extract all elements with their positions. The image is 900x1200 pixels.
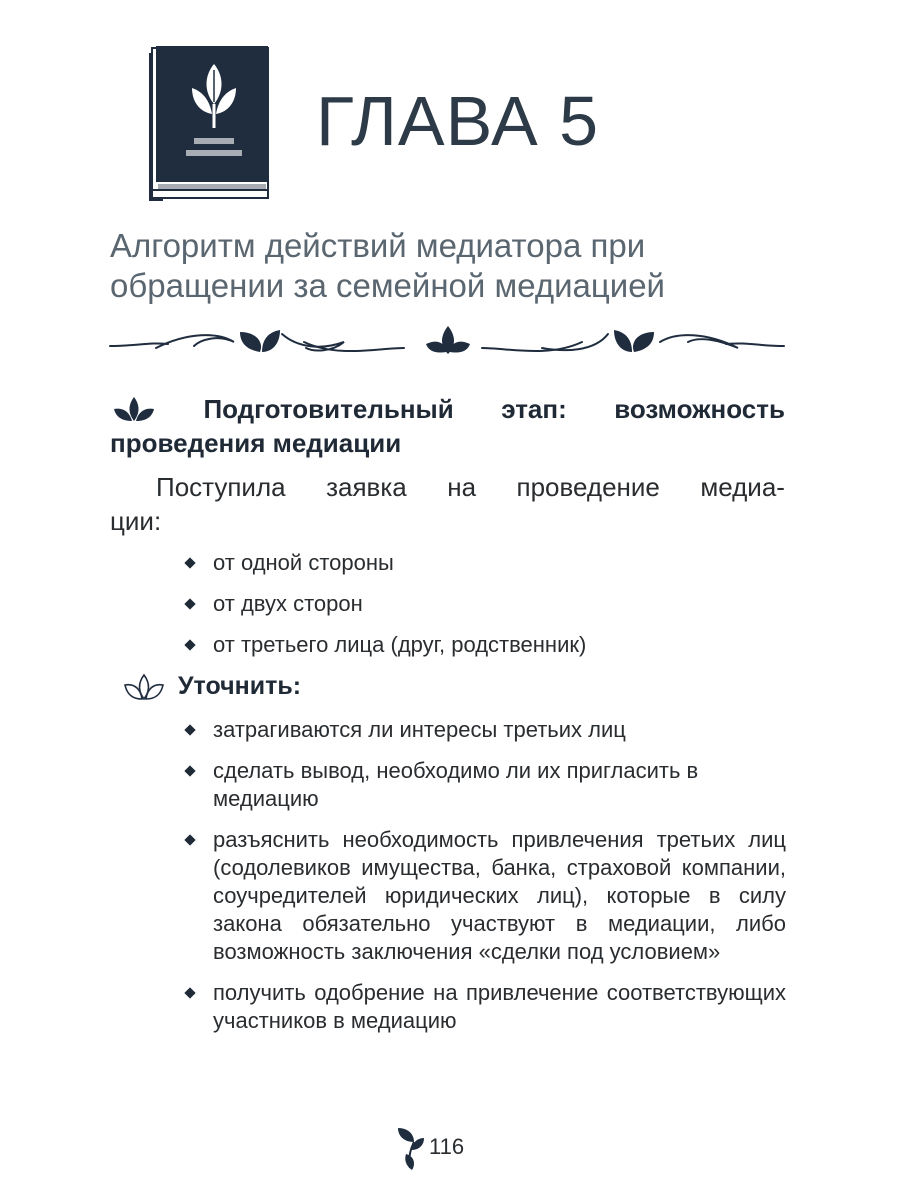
page-footer: [394, 1122, 464, 1172]
intro-paragraph: [110, 470, 785, 538]
heading-line: проведения медиации: [110, 428, 402, 458]
list-item: от третьего лица (друг, родственник): [184, 631, 786, 659]
clarify-heading: [122, 672, 301, 701]
leaf-outline-icon: [122, 673, 166, 701]
intro-word: Поступила: [156, 472, 286, 502]
chapter-subtitle: [110, 226, 790, 306]
intro-word: медиа-: [700, 472, 785, 502]
list-item: получить одобрение на привлечение соответствующих участников в медиацию: [184, 979, 786, 1035]
request-source-list: [184, 549, 786, 672]
intro-line: ции:: [110, 506, 162, 536]
branch-icon: [394, 1122, 426, 1172]
page-number: 116: [429, 1134, 465, 1159]
intro-word: на: [447, 472, 477, 502]
list-item: затрагиваются ли интересы третьих лиц: [184, 716, 786, 744]
clarify-list: [184, 716, 786, 1048]
list-item: от одной стороны: [184, 549, 786, 577]
subtitle-line: обращении за семейной медиацией: [110, 267, 665, 304]
clarify-heading-text: Уточнить:: [178, 672, 302, 700]
list-item: сделать вывод, необходимо ли их пригласить в медиацию: [184, 757, 786, 813]
heading-word: этап:: [501, 394, 567, 424]
chapter-title: ГЛАВА 5: [316, 82, 600, 160]
book-icon: [148, 44, 270, 202]
heading-word: возможность: [614, 394, 785, 424]
intro-word: проведение: [516, 472, 660, 502]
leaf-bullet-icon: [110, 395, 156, 423]
ornament-divider: [108, 322, 786, 364]
list-item: разъяснить необходимость привлечения третьих лиц (содолевиков имущества, банка, страховой компании, соучредителей юридических лиц), которые в силу закона обязательно участвуют в медиации, либо возможность заключения «сделки под условием»: [184, 826, 786, 966]
section-heading: [110, 392, 785, 460]
heading-word: Подготовительный: [203, 394, 454, 424]
subtitle-line: Алгоритм действий медиатора при: [110, 227, 646, 264]
list-item: от двух сторон: [184, 590, 786, 618]
intro-word: заявка: [326, 472, 407, 502]
